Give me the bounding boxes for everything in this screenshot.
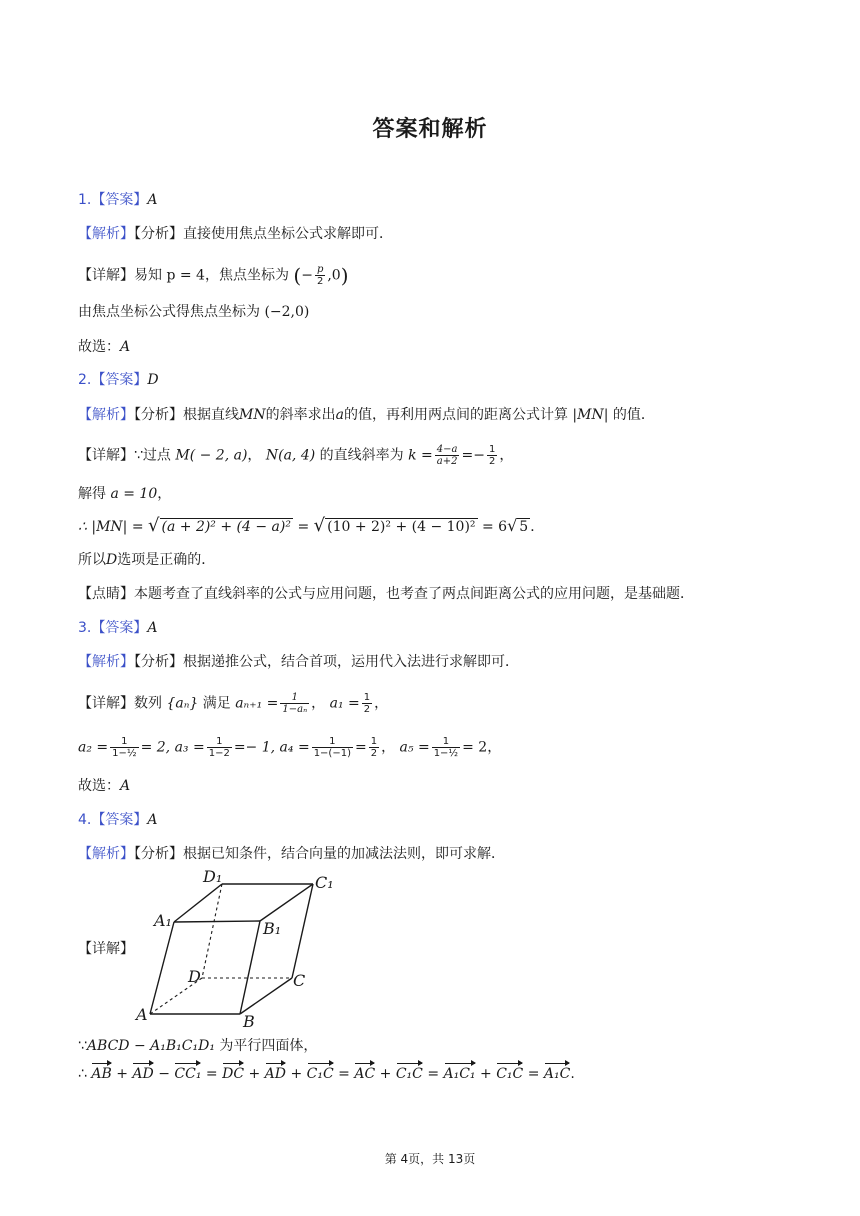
q3-d2-sep: ，	[381, 739, 396, 756]
q2-d3-b: (a + 2)² + (4 − a)²	[161, 519, 291, 535]
q3-detail-line	[78, 692, 388, 715]
q1-focus-value: (−2,0)	[264, 304, 310, 320]
q4-number: 4.	[78, 812, 92, 828]
q3-xiangjie-tag: 【详解】	[78, 695, 134, 712]
page-footer: 第 4页，共 13页	[384, 1152, 476, 1166]
q2-slope-num: 4−a	[436, 444, 458, 455]
q2-detail-line	[78, 444, 513, 467]
q2-fenxi-b: 的斜率求出	[265, 407, 336, 423]
q2-fenxi-abs: |MN|	[572, 407, 609, 423]
q4-jiexi-tag: 【解析】	[78, 846, 134, 862]
q1-answer-tag: 【答案】	[91, 192, 148, 208]
q2-d4-b: 选项是正确的．	[117, 552, 216, 568]
q2-fenxi-a: 根据直线	[183, 407, 239, 423]
q3-d1-sep: ，	[311, 695, 326, 712]
q2-d4-a: 所以	[78, 552, 106, 568]
q3-a4r-den: 2	[370, 748, 378, 759]
q1-minus: −	[301, 267, 313, 284]
q3-jiexi-tag: 【解析】	[78, 654, 134, 670]
q4-vec-cc1: CC₁	[174, 1066, 202, 1082]
q2-point-n: N(a, 4)	[265, 447, 316, 464]
q3-a1-den: 2	[363, 704, 371, 715]
q2-d1-eq: =−	[461, 447, 485, 464]
q3-a2-value: = 2, a₃ =	[140, 739, 205, 756]
q2-dianjing-text: 本题考查了直线斜率的公式与应用问题，也考查了两点间距离公式的应用问题，是基础题．	[134, 586, 694, 602]
q4-answer-tag: 【答案】	[91, 812, 148, 828]
q4-vec-c1c-2: C₁C	[395, 1066, 423, 1082]
label-a: A	[136, 1005, 148, 1024]
q3-a5: a₅ =	[399, 739, 430, 756]
q1-frac-num: p	[316, 264, 324, 275]
q3-a4-frac	[312, 736, 353, 759]
q3-rec-den: 1−aₙ	[282, 704, 308, 715]
q2-answer-line	[78, 370, 159, 390]
q2-a-value: a = 10	[110, 486, 158, 502]
q1-fenxi-text: 直接使用焦点坐标公式求解即可．	[183, 226, 393, 242]
q1-p-value: p = 4	[166, 267, 205, 284]
q3-a1: a₁ =	[329, 695, 360, 712]
q2-fenxi-tag: 【分析】	[134, 407, 183, 423]
q3-seq: {aₙ}	[166, 695, 199, 712]
q2-half-den: 2	[488, 456, 496, 467]
q3-a2-frac	[110, 736, 138, 759]
q4-vector-line	[78, 1064, 575, 1084]
q4-xiangjie-line	[78, 939, 134, 959]
q3-terms-line	[78, 736, 501, 759]
q2-d2-end: ，	[157, 486, 172, 502]
q3-number: 3.	[78, 620, 92, 636]
q4-vec-ab: AB	[91, 1066, 112, 1082]
q4-analysis-line	[78, 844, 505, 864]
q2-sqrt-sign-3: √	[507, 516, 518, 535]
q2-slope-den: a+2	[436, 456, 458, 467]
label-b1: B₁	[263, 919, 282, 938]
q4-fenxi-text: 根据已知条件，结合向量的加减法法则，即可求解．	[183, 846, 505, 862]
q4-vec-a1c: A₁C	[543, 1066, 571, 1082]
label-a1: A₁	[154, 911, 172, 930]
q3-a1-num: 1	[363, 692, 371, 703]
q3-a5-frac	[432, 736, 460, 759]
q3-a2-num: 1	[110, 736, 138, 748]
q3-a3-num: 1	[207, 736, 232, 748]
q4-vec-a1c1: A₁C₁	[443, 1066, 476, 1082]
q2-half-fraction	[487, 444, 497, 467]
q1-answer: A	[147, 192, 158, 208]
q4-vec-dc: DC	[222, 1066, 245, 1082]
q4-op-10: =	[527, 1066, 540, 1082]
q4-op-4: +	[248, 1066, 261, 1082]
q1-choice-label: 故选：	[78, 339, 120, 355]
q3-choice-label: 故选：	[78, 778, 120, 794]
q3-a2: a₂ =	[78, 739, 109, 756]
q2-fenxi-d: 的值．	[612, 407, 655, 423]
q2-d3-e: = 6	[481, 519, 508, 535]
q3-a4-num: 1	[312, 736, 353, 748]
q2-dianjing-tag: 【点睛】	[78, 586, 134, 602]
q4-op-1: +	[116, 1066, 128, 1082]
q3-a4-result-frac	[369, 736, 379, 759]
q1-choice-line	[78, 337, 130, 357]
q1-paren-open: (	[293, 263, 302, 288]
q3-d1-end: ，	[374, 695, 389, 712]
label-d: D	[188, 967, 201, 986]
label-d1: D₁	[203, 867, 223, 886]
q3-recurrence-lhs: aₙ₊₁ =	[235, 695, 279, 712]
q2-d3-c: =	[297, 519, 310, 535]
q3-a4-eq: =	[354, 739, 367, 756]
q3-choice: A	[120, 778, 131, 794]
q4-therefore: ∴	[78, 1066, 87, 1082]
q3-a5-num: 1	[432, 736, 460, 748]
q1-number: 1.	[78, 192, 92, 208]
q4-op-8: =	[427, 1066, 440, 1082]
q3-a4-den: 1−(−1)	[313, 748, 351, 759]
q2-slope-fraction	[435, 444, 460, 467]
q2-fenxi-a-var: a	[335, 407, 344, 423]
q3-choice-line	[78, 776, 130, 796]
q2-point-m: M( − 2, a)	[175, 447, 248, 464]
q2-d3-a: ∴ |MN| =	[78, 519, 144, 535]
q2-distance-line	[78, 516, 544, 537]
q3-answer: A	[147, 620, 158, 636]
q2-half-num: 1	[488, 444, 496, 455]
q1-answer-line	[78, 190, 157, 210]
q1-analysis-line	[78, 224, 393, 244]
q2-d1-b: 的直线斜率为	[319, 447, 404, 464]
q1-fraction	[315, 264, 325, 287]
q3-a5-den: 1−½	[433, 748, 459, 759]
q2-comment-line	[78, 584, 694, 604]
q4-op-2: −	[158, 1066, 170, 1082]
q4-answer-line	[78, 810, 157, 830]
q3-d1-b: 满足	[202, 695, 231, 712]
q4-vec-ad: AD	[132, 1066, 154, 1082]
q2-d2-a: 解得	[78, 486, 106, 502]
q4-op-6: =	[338, 1066, 350, 1082]
q4-solid-name: ABCD − A₁B₁C₁D₁	[86, 1038, 215, 1054]
q2-solve-line	[78, 484, 171, 504]
q3-d2-end: ，	[487, 739, 502, 756]
q4-answer: A	[147, 812, 158, 828]
q3-recurrence-frac	[280, 692, 309, 715]
q4-op-9: +	[480, 1066, 492, 1082]
q4-xiangjie-tag: 【详解】	[78, 941, 134, 957]
q3-a3-value: =− 1, a₄ =	[233, 739, 310, 756]
q1-zero: ,0	[327, 267, 341, 284]
q2-d3-f: 5	[519, 519, 529, 535]
q4-d1-a: ∵	[78, 1038, 87, 1054]
q3-answer-line	[78, 618, 157, 638]
label-c: C	[293, 971, 306, 990]
q2-conclusion-line	[78, 550, 215, 570]
q4-vec-ad-2: AD	[264, 1066, 287, 1082]
q4-op-5: +	[290, 1066, 303, 1082]
q2-number: 2.	[78, 372, 92, 388]
q3-fenxi-text: 根据递推公式，结合首项，运用代入法进行求解即可．	[183, 654, 519, 670]
q2-d3-d: (10 + 2)² + (4 − 10)²	[327, 519, 476, 535]
q2-d1-sep: ，	[247, 447, 262, 464]
q3-a3-frac	[207, 736, 232, 759]
q2-xiangjie-tag: 【详解】	[78, 447, 134, 464]
q4-vec-ac: AC	[354, 1066, 376, 1082]
q2-answer-tag: 【答案】	[91, 372, 148, 388]
q1-detail2-text: 由焦点坐标公式得焦点坐标为	[78, 304, 260, 320]
q2-analysis-line	[78, 405, 655, 425]
q1-jiexi-tag: 【解析】	[78, 226, 134, 242]
q4-fenxi-tag: 【分析】	[134, 846, 183, 862]
label-b: B	[243, 1012, 255, 1031]
q3-d1-a: 数列	[134, 695, 162, 712]
q3-a4r-num: 1	[370, 736, 378, 747]
q2-k: k =	[408, 447, 433, 464]
q4-op-7: +	[379, 1066, 392, 1082]
q3-answer-tag: 【答案】	[91, 620, 148, 636]
q3-a1-frac	[362, 692, 372, 715]
q1-choice: A	[120, 339, 131, 355]
q2-sqrt-sign-1: √	[148, 515, 160, 536]
q2-d1-a: ∵过点	[134, 447, 171, 464]
q4-op-3: =	[205, 1066, 218, 1082]
parallelepiped-figure	[130, 866, 350, 1032]
q3-a3-den: 1−2	[208, 748, 230, 759]
q4-given-line	[78, 1036, 317, 1056]
q2-d3-end: ．	[530, 519, 545, 535]
q1-detail-text-b: ，焦点坐标为	[204, 267, 289, 284]
q2-fenxi-mn: MN	[239, 407, 266, 423]
q1-detail-line	[78, 264, 349, 287]
q2-d4-d: D	[106, 552, 118, 568]
q4-vec-c1c-3: C₁C	[496, 1066, 524, 1082]
q3-rec-num: 1	[280, 692, 309, 704]
q1-detail-text: 易知	[134, 267, 162, 284]
q2-answer: D	[147, 372, 159, 388]
page-title: 答案和解析	[372, 117, 488, 142]
q1-paren-close: )	[340, 263, 349, 288]
q3-fenxi-tag: 【分析】	[134, 654, 183, 670]
q1-fenxi-tag: 【分析】	[134, 226, 183, 242]
q3-analysis-line	[78, 652, 519, 672]
q2-sqrt-sign-2: √	[313, 515, 326, 536]
q4-d1-c: 为平行四面体，	[219, 1038, 318, 1054]
q4-d2-end: .	[570, 1066, 575, 1082]
q2-jiexi-tag: 【解析】	[78, 407, 134, 423]
q3-a2-den: 1−½	[112, 748, 137, 759]
label-c1: C₁	[315, 873, 334, 892]
q3-a5-value: = 2	[462, 739, 488, 756]
q1-detail-line-2	[78, 302, 309, 322]
q4-vec-c1c: C₁C	[306, 1066, 334, 1082]
q1-frac-den: 2	[316, 276, 324, 287]
q2-fenxi-c: 的值，再利用两点间的距离公式计算	[343, 407, 568, 423]
q2-d1-end: ，	[499, 447, 514, 464]
q1-xiangjie-tag: 【详解】	[78, 267, 134, 284]
